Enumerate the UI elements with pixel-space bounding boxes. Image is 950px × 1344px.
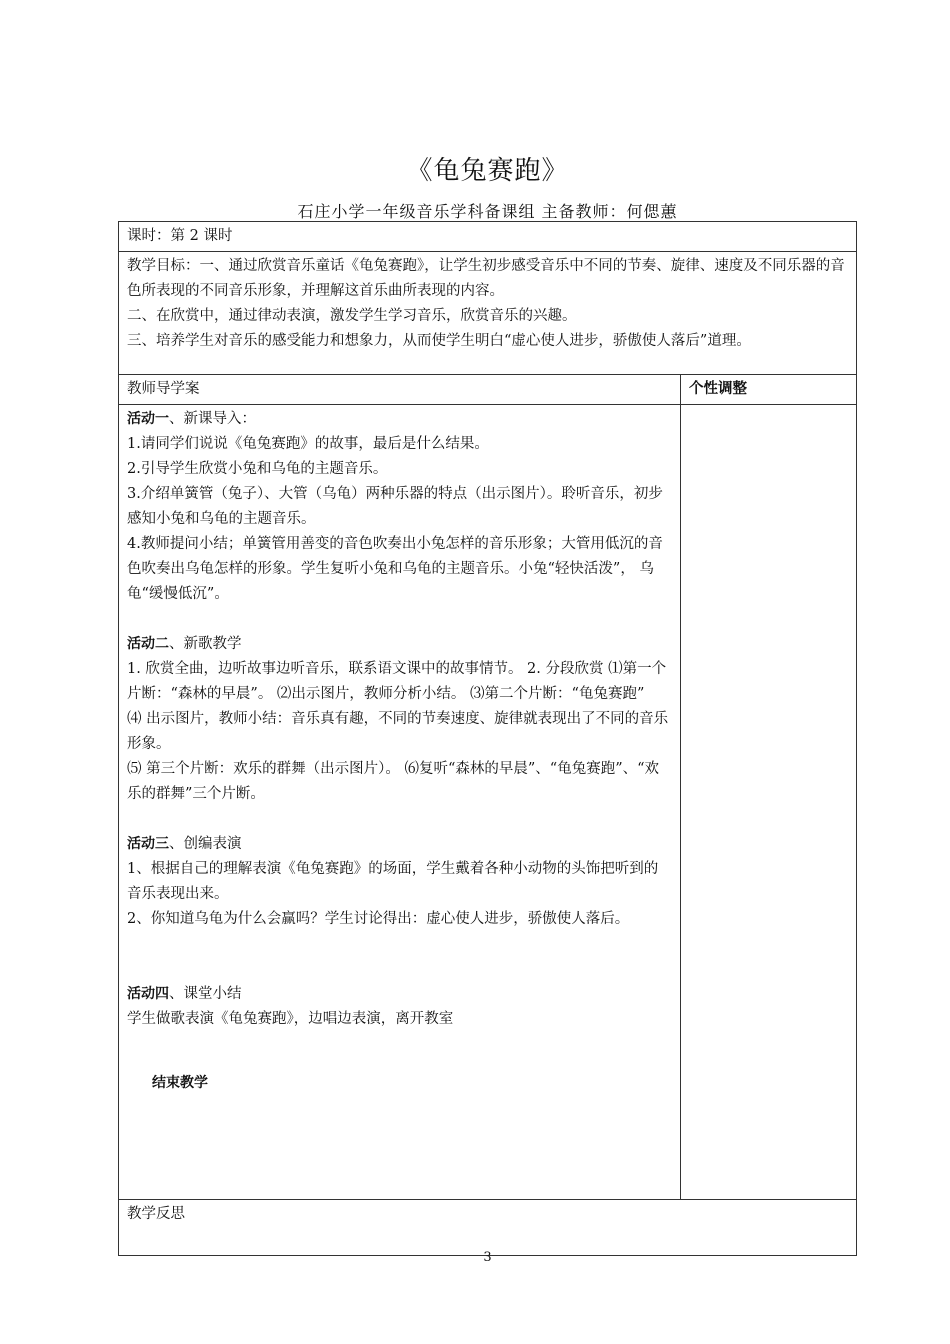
document-title: 《龟兔赛跑》 xyxy=(406,156,569,186)
activity3-subtitle: 、创编表演 xyxy=(169,836,242,852)
activity3-line: 2、你知道乌龟为什么会赢吗？学生讨论得出：虚心使人进步，骄傲使人落后。 xyxy=(127,911,630,927)
activity1-label: 活动一 xyxy=(127,411,169,427)
activity4-subtitle: 、课堂小结 xyxy=(169,986,242,1002)
activity1-line: 3.介绍单簧管（兔子）、大管（乌龟）两种乐器的特点（出示图片）。聆听音乐，初步感知小兔和乌龟的主题音乐。 xyxy=(127,486,663,527)
activity1-line: 4.教师提问小结；单簧管用善变的音色吹奏出小兔怎样的音乐形象；大管用低沉的音色吹奏出乌龟怎样的形象。学生复听小兔和乌龟的主题音乐。小兔“轻快活泼”， 乌龟“缓慢低沉”。 xyxy=(127,536,663,602)
header-right: 个性调整 xyxy=(681,375,857,405)
header-row xyxy=(119,375,857,405)
lesson-row xyxy=(119,222,857,252)
activity1-title xyxy=(127,407,672,432)
goal-2: 二、在欣赏中，通过律动表演，激发学生学习音乐，欣赏音乐的兴趣。 xyxy=(127,308,577,324)
activity2-line: 1. 欣赏全曲，边听故事边听音乐，联系语文课中的故事情节。 2. 分段欣赏 ⑴第一个片断：“森林的早晨”。 ⑵出示图片，教师分析小结。 ⑶第二个片断：“龟兔赛跑” xyxy=(127,661,667,702)
activity2-subtitle: 、新歌教学 xyxy=(169,636,242,652)
activity2-title xyxy=(127,632,672,657)
lesson-cell: 课时：第 2 课时 xyxy=(119,222,857,252)
reflection-row xyxy=(119,1200,857,1256)
activity2-line: ⑸ 第三个片断：欢乐的群舞（出示图片）。 ⑹复听“森林的早晨”、“龟兔赛跑”、“欢乐的群舞”三个片断。 xyxy=(127,761,660,802)
goals-cell xyxy=(119,252,857,375)
activity1-line: 2.引导学生欣赏小兔和乌龟的主题音乐。 xyxy=(127,461,388,477)
activity4-line: 学生做歌表演《龟兔赛跑》，边唱边表演，离开教室 xyxy=(127,1011,454,1027)
goal-1: 教学目标：一、通过欣赏音乐童话《龟兔赛跑》，让学生初步感受音乐中不同的节奏、旋律、速度及不同乐器的音色所表现的不同音乐形象，并理解这首乐曲所表现的内容。 xyxy=(127,258,845,299)
activity1-subtitle: 、新课导入： xyxy=(169,411,256,427)
activity4-label: 活动四 xyxy=(127,986,169,1002)
page-number: 3 xyxy=(483,1250,492,1265)
goal-3: 三、培养学生对音乐的感受能力和想象力，从而使学生明白“虚心使人进步，骄傲使人落后”道理。 xyxy=(127,333,751,349)
document-subtitle: 石庄小学一年级音乐学科备课组 主备教师：何偲蕙 xyxy=(297,202,678,221)
activity3-line: 1、根据自己的理解表演《龟兔赛跑》的场面，学生戴着各种小动物的头饰把听到的音乐表现出来。 xyxy=(127,861,659,902)
activity2-line: ⑷ 出示图片，教师小结：音乐真有趣，不同的节奏速度、旋律就表现出了不同的音乐形象。 xyxy=(127,711,669,752)
goals-row xyxy=(119,252,857,375)
activities-cell xyxy=(119,405,681,1200)
activity3-label: 活动三 xyxy=(127,836,169,852)
reflection-cell: 教学反思 xyxy=(119,1200,857,1256)
activity4-title xyxy=(127,982,672,1007)
activity2-label: 活动二 xyxy=(127,636,169,652)
body-row xyxy=(119,405,857,1200)
activity1-line: 1.请同学们说说《龟兔赛跑》的故事，最后是什么结果。 xyxy=(127,436,489,452)
activity3-title xyxy=(127,832,672,857)
lesson-plan-table xyxy=(118,221,857,1256)
adjustment-cell xyxy=(681,405,857,1200)
header-left: 教师导学案 xyxy=(119,375,681,405)
ending-text: 结束教学 xyxy=(152,1075,208,1091)
